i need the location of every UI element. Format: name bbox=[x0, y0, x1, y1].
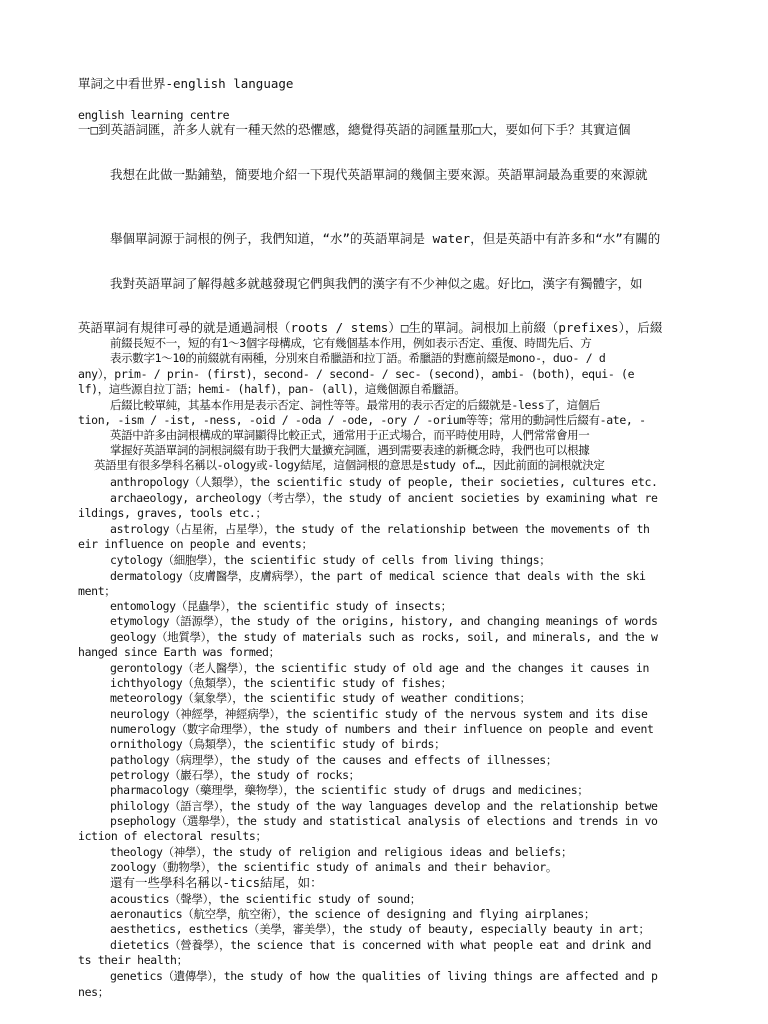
intro-paragraph-4: 我對英語單詞了解得越多就越發現它們與我們的漢字有不少神似之處。好比□，漢字有獨體字，如 bbox=[110, 276, 643, 291]
ology-entry: iction of electoral results； bbox=[78, 829, 267, 843]
tics-entry: dietetics（營養學），the science that is concerned with what people eat and drink and bbox=[110, 938, 652, 952]
body-line: 英語里有很多學科名稱以-ology或-logy結尾，這個詞根的意思是study of…，因此前面的詞根就決定 bbox=[94, 458, 605, 472]
body-line: 后綴比較單純，其基本作用是表示否定、詞性等等。最常用的表示否定的后綴就是-less了，這個后 bbox=[110, 398, 601, 412]
ology-entry: ichthyology（魚類學），the scientific study of fishes； bbox=[110, 676, 452, 690]
ology-entry: pathology（病理學），the study of the causes and effects of illnesses； bbox=[110, 753, 557, 767]
ology-entry: astrology（占星術，占星學），the study of the relationship between the movements of th bbox=[110, 522, 650, 536]
body-line: 英語單詞有規律可尋的就是通過詞根（roots / stems）□生的單詞。詞根加上前綴（prefixes），后綴 bbox=[78, 320, 663, 335]
ology-entry: meteorology（氣象學），the scientific study of weather conditions； bbox=[110, 691, 531, 705]
ology-entry: geology（地質學），the study of materials such as rocks, soil, and minerals, and the w bbox=[110, 630, 658, 644]
ology-entry: ment； bbox=[78, 584, 116, 598]
ology-entry: ornithology（鳥類學），the scientific study of birds； bbox=[110, 737, 446, 751]
ology-entry: theology（神學），the study of religion and religious ideas and beliefs； bbox=[110, 845, 573, 859]
ology-entry: pharmacology（藥理學，藥物學），the scientific study of drugs and medicines； bbox=[110, 783, 589, 797]
ology-entry: philology（語言學），the study of the way languages develop and the relationship betwe bbox=[110, 799, 658, 813]
tics-entry: aesthetics, esthetics（美學，審美學），the study of beauty, especially beauty in art； bbox=[110, 922, 650, 936]
ology-entry: petrology（巖石學），the study of rocks； bbox=[110, 768, 360, 782]
intro-paragraph-2: 我想在此做一點鋪墊，簡要地介紹一下現代英語單詞的幾個主要來源。英語單詞最為重要的來源就 bbox=[110, 167, 648, 182]
ology-entry: psephology（選舉學），the study and statistical analysis of elections and trends in vo bbox=[110, 814, 658, 828]
body-line: any），prim- / prin- (first)，second- / second- / sec- (second)，ambi- (both)，equi- (e bbox=[78, 367, 635, 381]
tics-entry: genetics（遺傳學），the study of how the qualities of living things are affected and p bbox=[110, 969, 658, 983]
tics-entry: nes； bbox=[78, 985, 109, 999]
ology-entry: numerology（數字命理學），the study of numbers and their influence on people and event bbox=[110, 722, 654, 736]
tics-entry: acoustics（聲學），the scientific study of sound； bbox=[110, 892, 421, 906]
ology-entry: zoology（動物學），the scientific study of animals and their behavior。 bbox=[110, 860, 557, 874]
intro-paragraph-1: 一□到英語詞匯，許多人就有一種天然的恐懼感，總覺得英語的詞匯量那□大，要如何下手？其實這個 bbox=[78, 122, 631, 137]
ology-entry: cytology（細胞學），the scientific study of cells from living things； bbox=[110, 553, 551, 567]
body-line: 前綴長短不一，短的有1～3個字母構成，它有幾個基本作用，例如表示否定、重復、時間先后、方 bbox=[110, 336, 592, 350]
ology-entry: etymology（語源學），the study of the origins, history, and changing meanings of words bbox=[110, 614, 658, 628]
tics-entry: aeronautics（航空學，航空術），the science of designing and flying airplanes； bbox=[110, 907, 596, 921]
ology-entry: ildings, graves, tools etc.； bbox=[78, 506, 267, 520]
tics-entry: ts their health； bbox=[78, 953, 188, 967]
ology-entry: neurology（神經學，神經病學），the scientific study of the nervous system and its dise bbox=[110, 707, 648, 721]
body-line: lf)，這些源自拉丁語；hemi- (half)，pan- (all)，這幾個源自希臘語。 bbox=[78, 382, 466, 396]
intro-paragraph-3: 舉個單詞源于詞根的例子，我們知道，“水”的英語單詞是 water，但是英語中有許多和“水”有關的 bbox=[110, 231, 661, 246]
ology-entry: dermatology（皮膚醫學，皮膚病學），the part of medical science that deals with the ski bbox=[110, 569, 646, 583]
ology-entry: gerontology（老人醫學），the scientific study of old age and the changes it causes in bbox=[110, 661, 650, 675]
ology-entry: entomology（昆蟲學），the scientific study of insects； bbox=[110, 599, 452, 613]
source-line: english learning centre bbox=[78, 108, 230, 122]
ology-entry: eir influence on people and events； bbox=[78, 537, 313, 551]
tics-intro: 還有一些學科名稱以-tics結尾，如： bbox=[110, 875, 323, 890]
document-title: 單詞之中看世界-english language bbox=[78, 76, 294, 91]
ology-entry: anthropology（人類學），the scientific study of people, their societies, cultures etc. bbox=[110, 475, 658, 489]
ology-entry: hanged since Earth was formed； bbox=[78, 645, 280, 659]
body-line: 掌握好英語單詞的詞根詞綴有助于我們大量擴充詞匯，遇到需要表達的新概念時，我們也可以根據 bbox=[110, 443, 590, 457]
body-line: tion, -ism / -ist, -ness, -oid / -oda / -ode, -ory / -orium等等；常用的動詞性后綴有-ate, - bbox=[78, 413, 646, 427]
body-line: 表示數字1～10的前綴就有兩種，分別來自希臘語和拉丁語。希臘語的對應前綴是mono-，duo- / d bbox=[110, 351, 606, 365]
body-line: 英語中許多由詞根構成的單詞顯得比較正式，通常用于正式場合，而平時使用時，人們常常會用一 bbox=[110, 428, 590, 442]
ology-entry: archaeology, archeology（考古學），the study of ancient societies by examining what re bbox=[110, 491, 658, 505]
